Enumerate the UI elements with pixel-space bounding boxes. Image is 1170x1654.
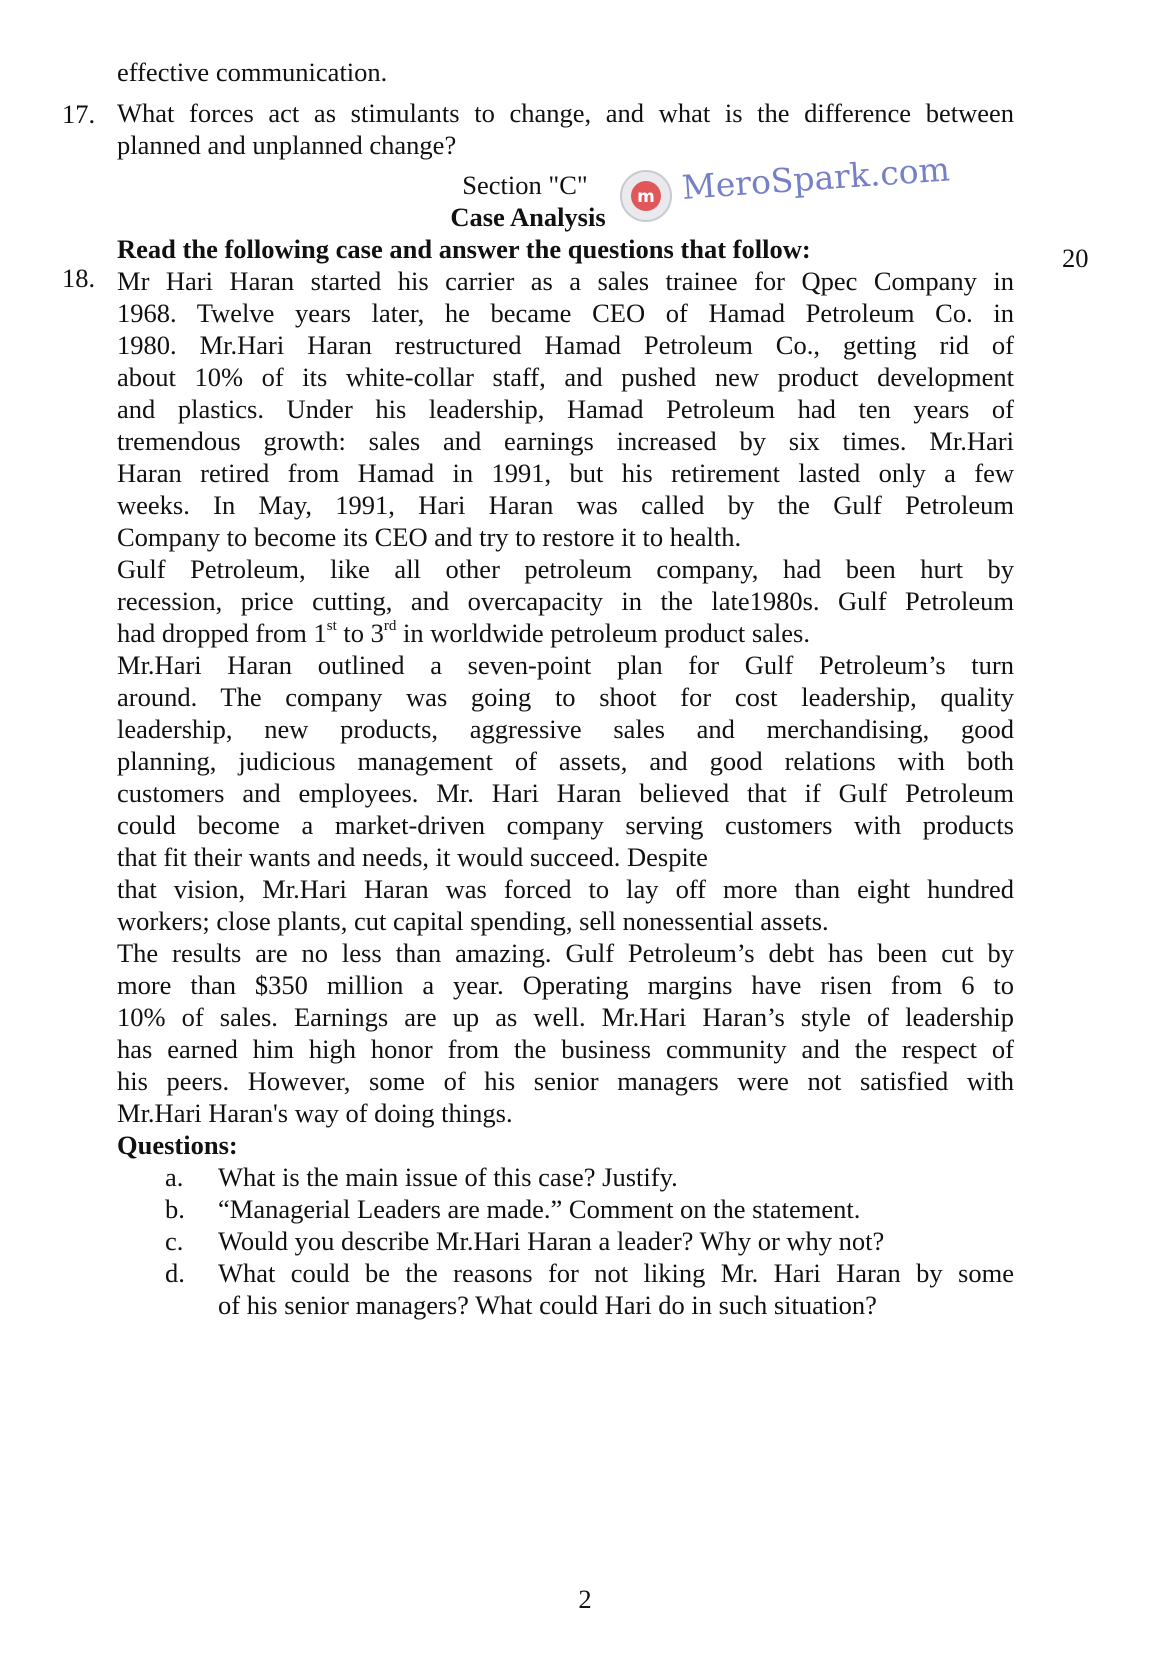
rank-sup-2: rd bbox=[383, 618, 397, 635]
case-line: The results are no less than amazing. Gulf Petroleum’s debt has been cut by bbox=[117, 938, 1014, 968]
case-line-rank bbox=[117, 617, 1014, 650]
case-line: 1980. Mr.Hari Haran restructured Hamad Petroleum Co., getting rid of bbox=[117, 330, 1014, 360]
case-line: that vision, Mr.Hari Haran was forced to lay off more than eight hundred bbox=[117, 874, 1014, 904]
case-line: 1968. Twelve years later, he became CEO of Hamad Petroleum Co. in bbox=[117, 298, 1014, 328]
case-line: Mr Hari Haran started his carrier as a sales trainee for Qpec Company in bbox=[117, 266, 1014, 296]
case-line: planning, judicious management of assets, and good relations with both bbox=[117, 746, 1014, 776]
question-a-text: What is the main issue of this case? Justify. bbox=[218, 1162, 678, 1192]
case-line: his peers. However, some of his senior managers were not satisfied with bbox=[117, 1066, 1014, 1096]
question-17-line-2: planned and unplanned change? bbox=[117, 130, 457, 160]
case-line: about 10% of its white-collar staff, and pushed new product development bbox=[117, 362, 1014, 392]
question-c-letter: c. bbox=[165, 1226, 184, 1256]
question-b-letter: b. bbox=[165, 1194, 185, 1224]
question-17-line-1: What forces act as stimulants to change, and what is the difference between bbox=[117, 98, 1014, 128]
case-line: Mr.Hari Haran outlined a seven-point plan for Gulf Petroleum’s turn bbox=[117, 650, 1014, 680]
case-line: tremendous growth: sales and earnings increased by six times. Mr.Hari bbox=[117, 426, 1014, 456]
question-d-text-line-2: of his senior managers? What could Hari do in such situation? bbox=[218, 1290, 877, 1320]
question-17-number: 17. bbox=[62, 99, 96, 129]
case-line: leadership, new products, aggressive sales and merchandising, good bbox=[117, 714, 1014, 744]
question-d-letter: d. bbox=[165, 1258, 185, 1288]
logo-letter: m bbox=[637, 187, 655, 207]
case-line: could become a market-driven company serving customers with products bbox=[117, 810, 1014, 840]
case-line: that fit their wants and needs, it would succeed. Despite bbox=[117, 842, 708, 872]
question-c-text: Would you describe Mr.Hari Haran a leader? Why or why not? bbox=[218, 1226, 885, 1256]
case-line: and plastics. Under his leadership, Hamad Petroleum had ten years of bbox=[117, 394, 1014, 424]
case-line: Gulf Petroleum, like all other petroleum company, had been hurt by bbox=[117, 554, 1014, 584]
intro-line: effective communication. bbox=[117, 57, 388, 87]
question-18-instruction: Read the following case and answer the questions that follow: bbox=[117, 234, 811, 264]
case-line: workers; close plants, cut capital spending, sell nonessential assets. bbox=[117, 906, 829, 936]
rank-text-post: in worldwide petroleum product sales. bbox=[396, 618, 810, 648]
case-line: Haran retired from Hamad in 1991, but his retirement lasted only a few bbox=[117, 458, 1014, 488]
case-line: recession, price cutting, and overcapacity in the late1980s. Gulf Petroleum bbox=[117, 586, 1014, 616]
questions-heading: Questions: bbox=[117, 1130, 238, 1160]
question-b-text: “Managerial Leaders are made.” Comment on the statement. bbox=[218, 1194, 861, 1224]
case-line: Company to become its CEO and try to restore it to health. bbox=[117, 522, 742, 552]
case-line: Mr.Hari Haran's way of doing things. bbox=[117, 1098, 513, 1128]
question-18-number: 18. bbox=[62, 263, 96, 293]
rank-sup-1: st bbox=[326, 618, 337, 635]
case-line: more than $350 million a year. Operating margins have risen from 6 to bbox=[117, 970, 1014, 1000]
section-title: Section "C" bbox=[462, 170, 588, 200]
case-line: customers and employees. Mr. Hari Haran believed that if Gulf Petroleum bbox=[117, 778, 1014, 808]
rank-text-pre: had dropped from 1 bbox=[117, 618, 327, 648]
watermark-text: MeroSpark.com bbox=[680, 149, 951, 207]
question-a-letter: a. bbox=[165, 1162, 184, 1192]
question-d-text-line-1: What could be the reasons for not liking Mr. Hari Haran by some bbox=[218, 1258, 1014, 1288]
case-line: around. The company was going to shoot for cost leadership, quality bbox=[117, 682, 1014, 712]
case-line: weeks. In May, 1991, Hari Haran was called by the Gulf Petroleum bbox=[117, 490, 1014, 520]
section-subtitle: Case Analysis bbox=[450, 202, 606, 232]
case-line: 10% of sales. Earnings are up as well. Mr.Hari Haran’s style of leadership bbox=[117, 1002, 1014, 1032]
question-18-marks: 20 bbox=[1062, 243, 1089, 273]
rank-text-mid: to 3 bbox=[336, 618, 384, 648]
case-line: has earned him high honor from the business community and the respect of bbox=[117, 1034, 1014, 1064]
merospark-logo-icon bbox=[618, 168, 674, 229]
page-number: 2 bbox=[578, 1584, 592, 1614]
